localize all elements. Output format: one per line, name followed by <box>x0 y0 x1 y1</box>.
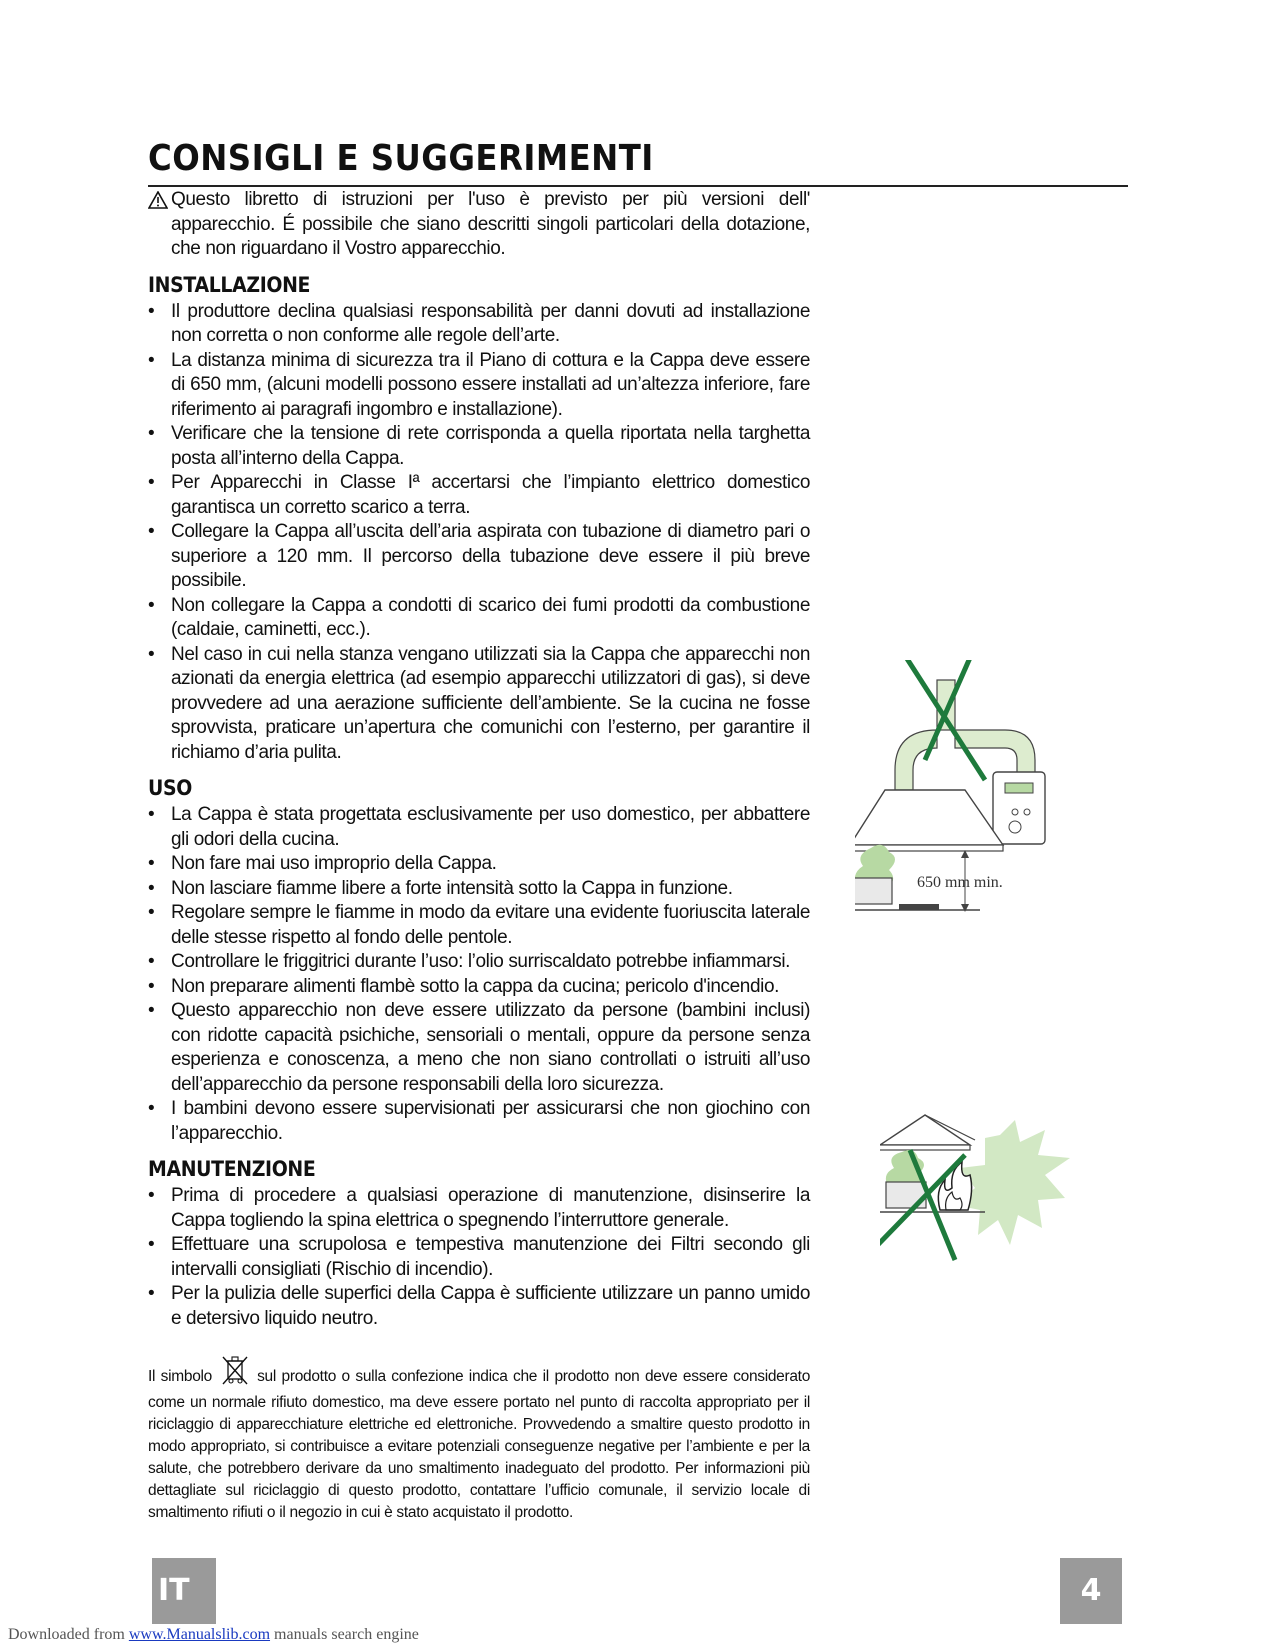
page-number: 4 <box>1060 1558 1122 1624</box>
manualslib-link[interactable]: www.Manualslib.com <box>128 1626 271 1643</box>
list-item: • Non collegare la Cappa a condotti di scarico dei fumi prodotti da combustione (caldaie, caminetti, ecc.). <box>148 594 810 640</box>
list-item: • Per la pulizia delle superfici della Cappa è sufficiente utilizzare un panno umido e detersivo liquido neutro. <box>148 1283 810 1329</box>
section-title-manutenzione: MANUTENZIONE <box>148 1157 316 1181</box>
list-item: • Il produttore declina qualsiasi responsabilità per danni dovuti ad installazione non corretta o non conforme alle regole dell’arte. <box>148 300 810 346</box>
list-item: • Collegare la Cappa all’uscita dell’aria aspirata con tubazione di diametro pari o superiore a 120 mm. Il percorso della tubazione deve essere il più breve possibile. <box>148 521 810 591</box>
main-text-column <box>148 188 810 1331</box>
weee-prefix: Il simbolo <box>148 1368 212 1385</box>
open-flame-warning-figure <box>880 1110 1100 1295</box>
list-item: • Non lasciare fiamme libere a forte intensità sotto la Cappa in funzione. <box>148 877 733 899</box>
warning-triangle-icon <box>148 191 168 217</box>
list-item: • Questo apparecchio non deve essere utilizzato da persone (bambini inclusi) con ridotte capacità psichiche, sensoriali o mentali, oppure da persone senza esperienza e conoscenza, a meno che non siano controllati o istruiti all’uso dell’apparecchio da persone responsabili della loro sicurezza. <box>148 1000 810 1095</box>
manutenzione-list <box>148 1184 810 1331</box>
list-item: • Non fare mai uso improprio della Cappa. <box>148 853 497 874</box>
list-item: • Prima di procedere a qualsiasi operazione di manutenzione, disinserire la Cappa togliendo la spina elettrica o spegnendo l’interruttore generale. <box>148 1185 810 1231</box>
list-item: • Effettuare una scrupolosa e tempestiva manutenzione dei Filtri secondo gli intervalli consigliati (Rischio di incendio). <box>148 1234 810 1280</box>
hood-installation-figure <box>855 660 1090 920</box>
weee-disposal-note <box>148 1355 810 1524</box>
weee-text: sul prodotto o sulla confezione indica che il prodotto non deve essere considerato come un normale rifiuto domestico, ma deve essere portato nel punto di raccolta appropriato per il riciclaggio di apparecchiature elettriche ed elettroniche. Provvedendo a smaltire questo prodotto in modo appropriato, si contribuisce a evitare potenziali conseguenze negative per l’ambiente e per la salute, che potrebbero derivare da uno smaltimento inadeguato del prodotto. Per informazioni più dettagliate sul riciclaggio di questo prodotto, contattare l’ufficio comunale, il servizio locale di smaltimento rifiuti o il negozio in cui è stato acquistato il prodotto. <box>148 1368 811 1521</box>
list-item: • I bambini devono essere supervisionati per assicurarsi che non giochino con l’apparecchio. <box>148 1098 810 1144</box>
crossed-bin-icon <box>221 1355 249 1392</box>
download-credit <box>8 1626 419 1644</box>
section-title-uso: USO <box>148 776 192 800</box>
page-title: CONSIGLI E SUGGERIMENTI <box>148 138 654 179</box>
list-item: • La distanza minima di sicurezza tra il Piano di cottura e la Cappa deve essere di 650 mm, (alcuni modelli possono essere installati ad un’altezza inferiore, fare riferimento ai paragrafi ingombro e installazione). <box>148 349 810 420</box>
download-suffix: manuals search engine <box>270 1626 419 1643</box>
list-item: • La Cappa è stata progettata esclusivamente per uso domestico, per abbattere gli odori della cucina. <box>148 804 810 850</box>
list-item: • Per Apparecchi in Classe Iª accertarsi che l’impianto elettrico domestico garantisca un corretto scarico a terra. <box>148 472 810 518</box>
list-item: • Nel caso in cui nella stanza vengano utilizzati sia la Cappa che apparecchi non azionati da energia elettrica (ad esempio apparecchi utilizzatori di gas), si deve provvedere ad una aerazione sufficiente dell’ambiente. Se la cucina ne fosse sprovvista, praticare un’apertura che comunichi con l’esterno, per garantire il richiamo d’aria pulita. <box>148 643 810 763</box>
intro-text: Questo libretto di istruzioni per l'uso è previsto per più versioni dell' apparecchio. É possibile che siano descritti singoli particolari della dotazione, che non riguardano il Vostro apparecchio. <box>171 189 810 259</box>
uso-list <box>148 803 810 1146</box>
intro-note <box>148 188 810 262</box>
list-item: • Regolare sempre le fiamme in modo da evitare una evidente fuoriuscita laterale delle stesse rispetto al fondo delle pentole. <box>148 902 810 948</box>
list-item: • Controllare le friggitrici durante l’uso: l’olio surriscaldato potrebbe infiammarsi. <box>148 951 791 972</box>
language-tab: IT <box>152 1558 216 1624</box>
list-item: • Verificare che la tensione di rete corrisponda a quella riportata nella targhetta posta all’interno della Cappa. <box>148 423 810 469</box>
section-title-installazione: INSTALLAZIONE <box>148 272 311 297</box>
installazione-list <box>148 300 810 766</box>
dimension-label: 650 mm min. <box>917 874 1003 891</box>
title-divider <box>148 185 1128 187</box>
list-item: • Non preparare alimenti flambè sotto la cappa da cucina; pericolo d'incendio. <box>148 975 779 997</box>
download-prefix: Downloaded from <box>8 1626 125 1643</box>
